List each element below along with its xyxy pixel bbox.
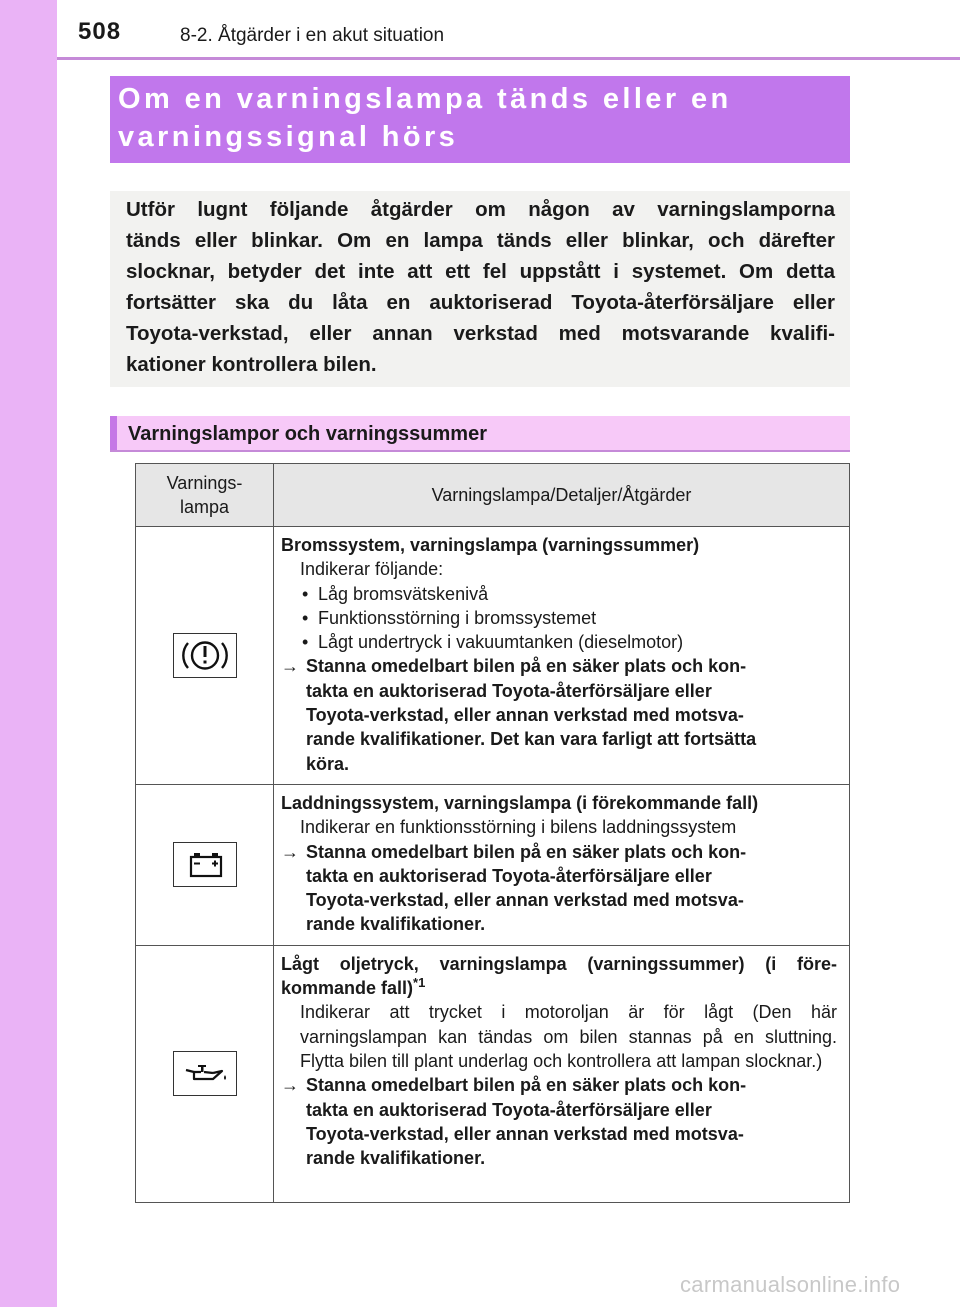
- detail-cell: [274, 785, 850, 946]
- action-line: Stanna omedelbart bilen på en säker plats och kon-: [306, 841, 747, 862]
- table-row: [136, 785, 850, 946]
- header-lamp-line: Varnings-: [166, 473, 243, 493]
- arrow-icon: →: [281, 656, 299, 677]
- action-line: rande kvalifikationer. Det kan vara farligt att fortsätta: [306, 729, 757, 750]
- list-item: • Låg bromsvätskenivå: [300, 582, 837, 606]
- action-line: Toyota-verkstad, eller annan verkstad med motsva-: [306, 705, 744, 726]
- left-margin-band: [0, 0, 57, 1307]
- row-title: Bromssystem, varningslampa (varningssummer): [281, 535, 700, 555]
- page-number: 508: [78, 18, 122, 45]
- row-title: [281, 952, 837, 976]
- action-line: takta en auktoriserad Toyota-återförsäljare eller: [306, 680, 712, 701]
- section-accent: [110, 416, 117, 450]
- row-title-line: Lågt oljetryck, varningslampa (varningssummer) (i före-: [281, 953, 837, 974]
- action-line: Toyota-verkstad, eller annan verkstad med motsva-: [306, 1123, 744, 1144]
- intro-line: Utför lugnt följande åtgärder om någon av varningslamporna: [126, 198, 835, 221]
- header-lamp: [136, 464, 274, 527]
- row-description: Indikerar följande:: [300, 559, 444, 580]
- page-title-line: Om en varningslampa tänds eller en: [118, 83, 732, 115]
- bullet-list: [281, 582, 837, 655]
- action-line: takta en auktoriserad Toyota-återförsäljare eller: [306, 1099, 712, 1120]
- section-title: Varningslampor och varningssummer: [128, 423, 487, 445]
- chapter-title: 8-2. Åtgärder i en akut situation: [180, 25, 445, 46]
- header-lamp-line: lampa: [179, 497, 230, 517]
- page-title-line: varningssignal hörs: [118, 121, 459, 153]
- detail-cell: [274, 527, 850, 785]
- table-header-row: [136, 464, 850, 527]
- intro-box: [110, 191, 850, 387]
- action-line: takta en auktoriserad Toyota-återförsäljare eller: [306, 865, 712, 886]
- intro-line: kationer kontrollera bilen.: [126, 353, 377, 376]
- list-item: • Lågt undertryck i vakuumtanken (dieselmotor): [300, 630, 837, 654]
- table-row: [136, 527, 850, 785]
- intro-line: Toyota-verkstad, eller annan verkstad med motsvarande kvalifi-: [126, 322, 835, 345]
- list-item: • Funktionsstörning i bromssystemet: [300, 606, 837, 630]
- oil-pressure-icon: [173, 1051, 237, 1096]
- warning-lights-table: [135, 463, 850, 1203]
- header-details: Varningslampa/Detaljer/Åtgärder: [274, 464, 850, 527]
- row-description: Indikerar att trycket i motoroljan är för lågt (Den här varningslampan kan tändas om bilen stannas på en sluttning. Flytta bilen till plant underlag och kontrollera att lampan slocknar.): [300, 1002, 837, 1071]
- lamp-cell: [136, 945, 274, 1202]
- arrow-icon: →: [281, 1075, 299, 1096]
- arrow-icon: →: [281, 841, 299, 862]
- intro-line: tänds eller blinkar. Om en lampa tänds eller blinkar, och därefter: [126, 229, 835, 252]
- row-title-line: kommande fall): [281, 978, 414, 999]
- action-line: rande kvalifikationer.: [306, 914, 486, 935]
- intro-line: fortsätter ska du låta en auktoriserad Toyota-återförsäljare eller: [126, 291, 835, 314]
- intro-line: slocknar, betyder det inte att ett fel uppstått i systemet. Om detta: [126, 260, 835, 283]
- row-title: [281, 976, 837, 1000]
- table-row: [136, 945, 850, 1202]
- row-title: Laddningssystem, varningslampa (i förekommande fall): [281, 793, 759, 813]
- action-block: [281, 840, 837, 937]
- action-block: [281, 1073, 837, 1170]
- action-line: rande kvalifikationer.: [306, 1148, 486, 1169]
- brake-warning-icon: [173, 633, 237, 678]
- action-line: köra.: [306, 753, 350, 774]
- page-title: [110, 76, 850, 163]
- detail-cell: [274, 945, 850, 1202]
- action-line: Toyota-verkstad, eller annan verkstad med motsva-: [306, 890, 744, 911]
- section-heading: [110, 416, 850, 452]
- action-block: [281, 654, 837, 775]
- action-line: Stanna omedelbart bilen på en säker plats och kon-: [306, 656, 747, 677]
- watermark: carmanualsonline.info: [680, 1272, 901, 1297]
- row-description: Indikerar en funktionsstörning i bilens laddningssystem: [300, 817, 737, 838]
- lamp-cell: [136, 785, 274, 946]
- action-line: Stanna omedelbart bilen på en säker plats och kon-: [306, 1075, 747, 1096]
- footnote-marker: *1: [413, 975, 426, 991]
- lamp-cell: [136, 527, 274, 785]
- header-rule: [57, 57, 960, 60]
- battery-icon: [173, 842, 237, 887]
